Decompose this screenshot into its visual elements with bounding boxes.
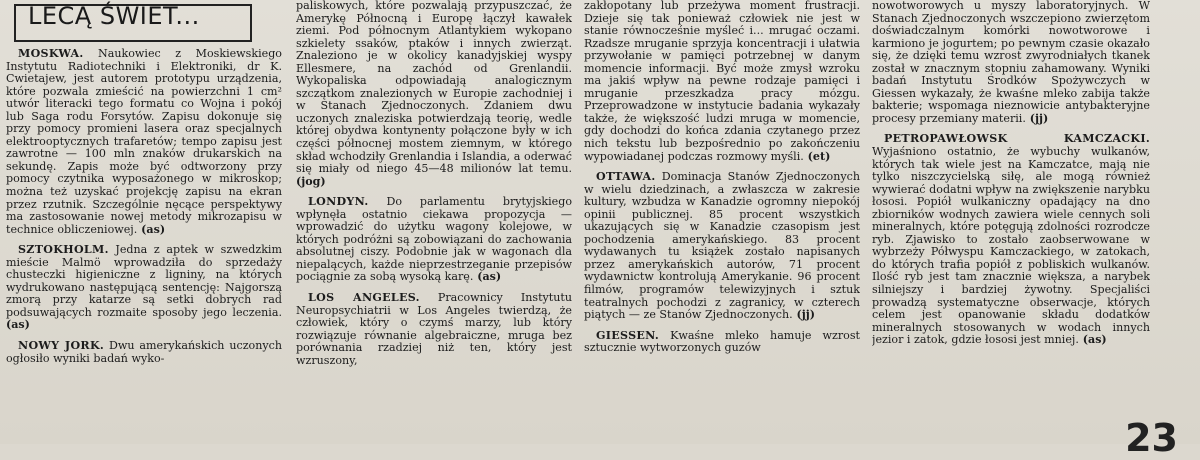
news-text: Naukowiec z Moskiewskiego Instytutu Radiotechniki i Elektroniki, dr K. Cwietajew, jest autorem prototypu urządzenia, które pozwala zmieścić na powierzchni 1 cm² utwór literacki tego formatu co Wojna i pokój lub Saga rodu Forsytów. Zapisu dokonuje się przy pomocy promieni lasera oraz specjalnych elektrooptycznych trafaretów; tempo zapisu jest zawrotne — 100 mln znaków drukarskich na sekundę. Zapis może być odtworzony przy pomocy czytnika wyposażonego w mikroskop; można też uzyskać projekcję zapisu na ekran przez rzutnik. Szczególnie nęcące perspektywy ma zastosowanie nowej metody mikrozapisu w technice obliczeniowej.: [6, 47, 282, 236]
news-sign: (jj): [1025, 111, 1049, 125]
news-text: Jedna z aptek w szwedzkim mieście Malmö wprowadziła do sprzedaży chusteczki higieniczne z ligniny, na których wydrukowano następującą sentencję: Najgorszą zmorą przy katarze są setki dobrych rad podsuwających rozmaite sposoby jego leczenia.: [6, 243, 282, 319]
news-dateline: PETROPAWŁOWSK KAMCZACKI.: [884, 132, 1150, 146]
news-text: Kwaśne mleko hamuje wzrost sztucznie wytworzonych guzów: [584, 328, 860, 355]
news-dateline: LOS ANGELES.: [308, 291, 420, 305]
news-item: [6, 244, 282, 332]
news-sign: (jog): [296, 174, 326, 188]
news-text: Dominacja Stanów Zjednoczonych w wielu dziedzinach, a zwłaszcza w zakresie kultury, wzbudza w Kanadzie ogromny niepokój opinii publicznej. 85 procent wszystkich ukazujących się w Kanadzie czasopism jest pochodzenia amerykańskiego. 83 procent wydawanych tu książek zostało napisanych przez amerykańskich autorów, 71 procent wydawnictw kontrolują Amerykanie. 96 procent filmów, programów telewizyjnych i sztuk teatralnych pochodzi z zagranicy, w czterech piątych — ze Stanów Zjednoczonych.: [584, 170, 860, 322]
news-sign: (as): [1078, 333, 1107, 347]
news-dateline: LONDYN.: [308, 195, 369, 209]
news-sign: (jj): [792, 308, 816, 322]
news-item: [296, 0, 572, 188]
news-text: nowotworowych u myszy laboratoryjnych. W Stanach Zjednoczonych wszczepiono zwierzętom doświadczalnym komórki nowotworowe i karmiono je jogurtem; po pewnym czasie okazało się, że dzięki temu wzrost zwyrodniałych tkanek został w znacznym stopniu zahamowany. Wyniki badań Instytutu Środków Spożywczych w Giessen wykazały, że kwaśne mleko zabija także bakterie; wspomaga nieznowicie antybakteryjne procesy przemiany materii.: [872, 0, 1150, 125]
column-2: [296, 0, 572, 444]
news-sign: (as): [473, 270, 502, 284]
news-item: [6, 48, 282, 236]
news-item: [584, 330, 860, 355]
news-dateline: MOSKWA.: [18, 47, 84, 60]
section-title-box: [14, 4, 252, 42]
news-sign: (as): [6, 318, 30, 332]
news-text: Pracownicy Instytutu Neuropsychiatrii w Los Angeles twierdzą, że człowiek, który o czymś marzy, lub który rozwiązuje równanie algebraiczne, mruga bez porównania rzadziej niż ten, który jest wzruszony,: [296, 291, 572, 367]
column-1: [6, 0, 282, 444]
news-dateline: NOWY JORK.: [18, 339, 105, 353]
column-4: [872, 0, 1150, 444]
news-text: paliskowych, które pozwalają przypuszczać, że Amerykę Północną i Europę łączył kawałek ziemi. Pod północnym Atlantykiem wykopano szkielety ssaków, ptaków i innych zwierząt. Znaleziono je w okolicy kanadyjskiej wyspy Ellesmere, na zachód od Grenlandii. Wykopaliska odpowiadają analogicznym szczątkom znalezionych w Europie zachodniej i w Stanach Zjednoczonych. Zdaniem dwu uczonych znaleziska potwierdzają teorię, wedle której obydwa kontynenty połączone były w ich części północnej mostem ziemnym, w którego skład wchodziły Grenlandia i Islandia, a oderwać się miały od niego 45—48 milionów lat temu.: [296, 0, 572, 176]
page-number: 23: [1125, 416, 1178, 460]
news-item: [872, 0, 1150, 125]
news-sign: (et): [803, 149, 831, 163]
news-item: [872, 133, 1150, 346]
news-item: [584, 0, 860, 163]
news-item: [584, 171, 860, 322]
column-3: [584, 0, 860, 444]
news-item: [6, 340, 282, 365]
news-dateline: GIESSEN.: [596, 328, 660, 342]
news-item: [296, 292, 572, 367]
news-text: zakłopotany lub przeżywa moment frustracji. Dzieje się tak ponieważ człowiek nie jest w stanie równocześnie myśleć i... mrugać oczami. Rzadsze mruganie sprzyja koncentracji i ułatwia przywołanie w pamięci potrzebnej w danym momencie informacji. Być może zmysł wzroku ma jakiś wpływ na pewne rodzaje pamięci i mruganie przeszkadza pracy mózgu. Przeprowadzone w instytucie badania wykazały także, że większość ludzi mruga w momencie, gdy dochodzi do końca zdania czytanego przez nich tekstu lub bezpośrednio po zakończeniu wypowiadanej podczas rozmowy myśli.: [584, 0, 860, 163]
news-text: Wyjaśniono ostatnio, że wybuchy wulkanów, których tak wiele jest na Kamczatce, mają nie tylko niszczycielską siłę, ale mogą również wywierać dodatni wpływ na zwiększenie narybku łososi. Popiół wulkaniczny opadający na dno zbiorników wodnych zawiera wiele cennych soli mineralnych, które potęgują zdolności rozrodcze ryb. Zjawisko to zostało zaobserwowane w wybrzeży Półwyspu Kamczackiego, w zatokach, do których trafia popiół z pobliskich wulkanów. Ilość ryb jest tam znacznie większa, a narybek silniejszy i bardziej żywotny. Specjaliści prowadzą systematyczne obserwacje, których celem jest opanowanie składu dodatków mineralnych stosowanych w wodach innych jezior i zatok, gdzie łososi jest mniej.: [872, 145, 1150, 347]
news-sign: (as): [137, 222, 166, 236]
section-title: LECĄ ŚWIET...: [28, 2, 200, 30]
news-item: [296, 196, 572, 284]
news-dateline: SZTOKHOLM.: [18, 243, 109, 257]
news-text: Do parlamentu brytyjskiego wpłynęła ostatnio ciekawa propozycja — wprowadzić do użytku wagony kolejowe, w których podróżni są zobowiązani do zachowania absolutnej ciszy. Podobnie jak w wagonach dla niepalących, każde nieprzestrzeganie przepisów pociągnie za sobą wysoką karę.: [296, 195, 572, 284]
news-dateline: OTTAWA.: [596, 170, 656, 184]
news-text: Dwu amerykańskich uczonych ogłosiło wyniki badań wyko-: [6, 339, 282, 365]
